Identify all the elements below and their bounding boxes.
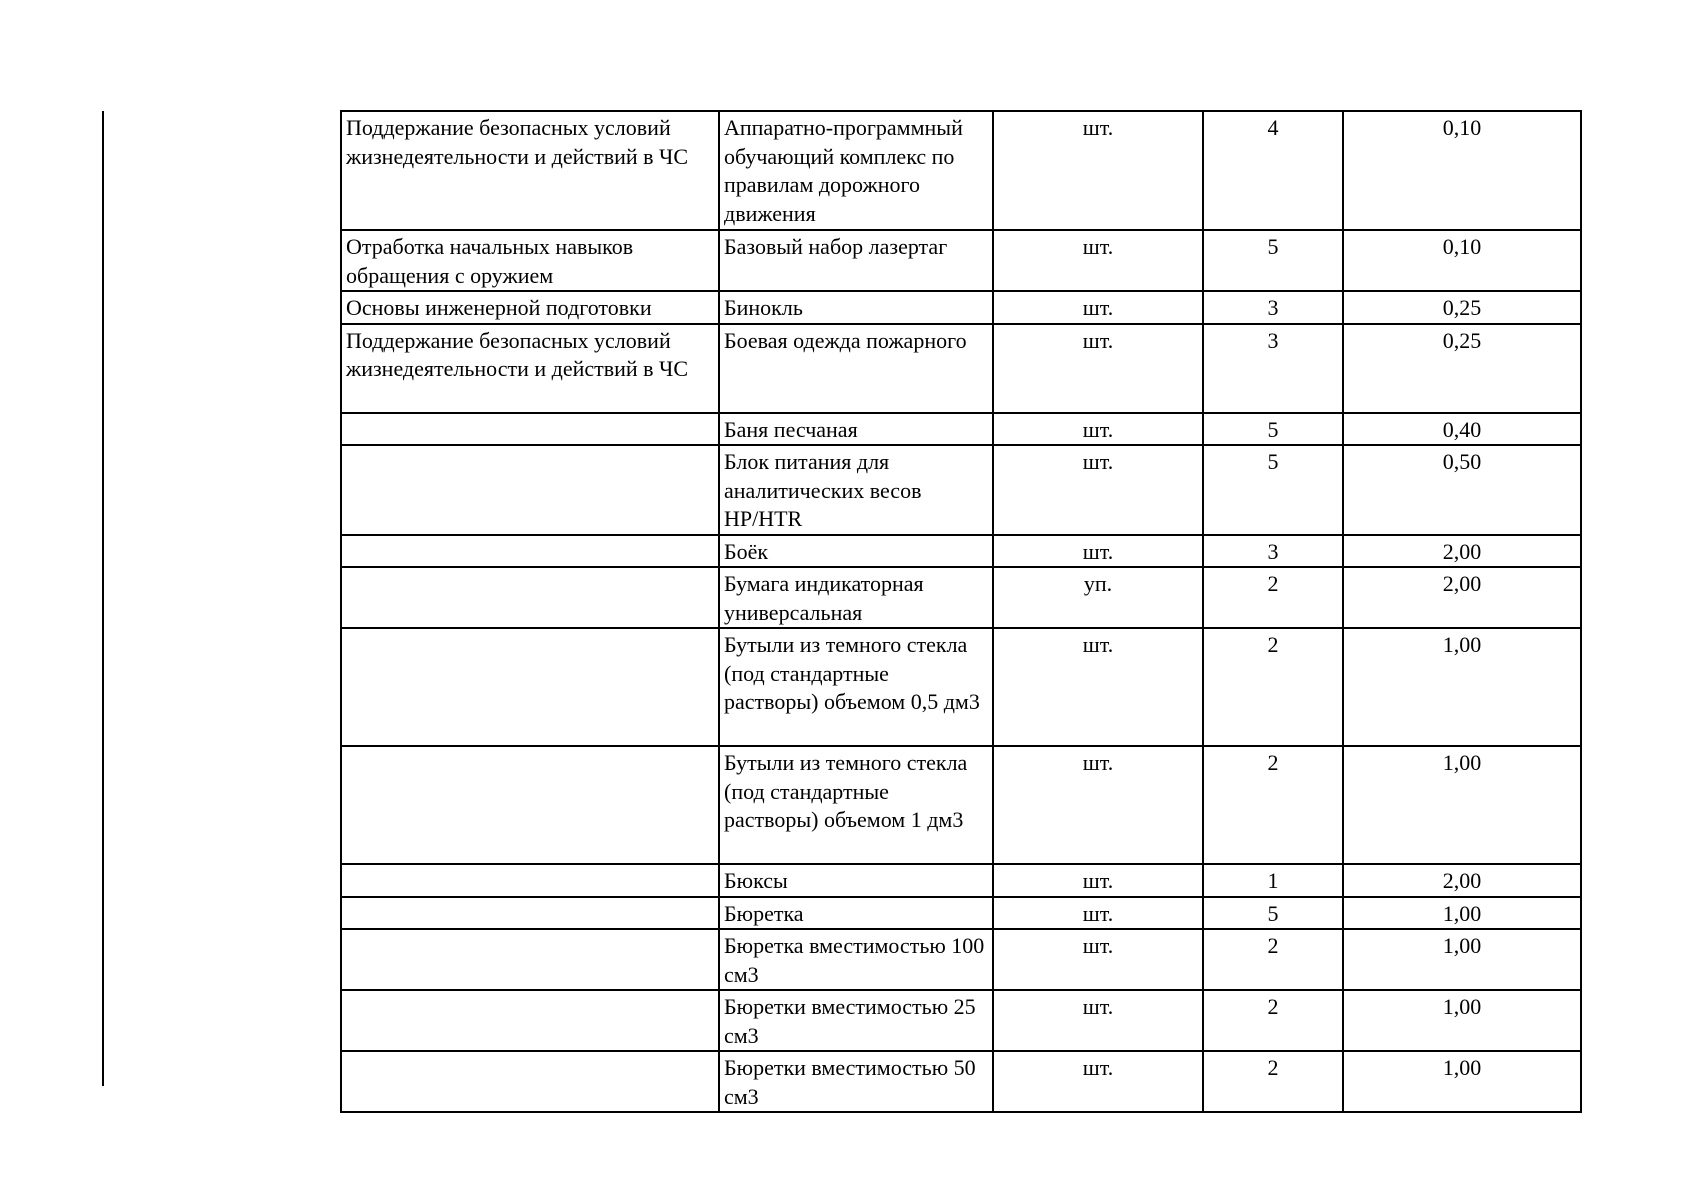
norm-cell: 0,10 — [1343, 230, 1581, 291]
table-row — [341, 413, 1581, 446]
item-name-cell: Боевая одежда пожарного — [719, 324, 993, 413]
item-name-cell: Бюретки вместимостью 25 см3 — [719, 990, 993, 1051]
item-name-cell: Бюретки вместимостью 50 см3 — [719, 1051, 993, 1112]
norm-cell: 2,00 — [1343, 535, 1581, 568]
item-name-cell: Бюретка вместимостью 100 см3 — [719, 929, 993, 990]
unit-cell: шт. — [993, 445, 1203, 535]
norm-cell: 2,00 — [1343, 567, 1581, 628]
quantity-cell: 1 — [1203, 864, 1343, 897]
subject-cell — [341, 628, 719, 746]
unit-cell: шт. — [993, 413, 1203, 446]
table-row — [341, 990, 1581, 1051]
page-margin-rule — [102, 111, 104, 1086]
quantity-cell: 5 — [1203, 445, 1343, 535]
quantity-cell: 2 — [1203, 628, 1343, 746]
subject-cell — [341, 990, 719, 1051]
quantity-cell: 5 — [1203, 897, 1343, 930]
table-row — [341, 929, 1581, 990]
quantity-cell: 5 — [1203, 230, 1343, 291]
norm-cell: 0,50 — [1343, 445, 1581, 535]
quantity-cell: 2 — [1203, 1051, 1343, 1112]
unit-cell: шт. — [993, 324, 1203, 413]
item-name-cell: Боёк — [719, 535, 993, 568]
item-name-cell: Бинокль — [719, 291, 993, 324]
norm-cell: 0,10 — [1343, 111, 1581, 230]
subject-cell — [341, 535, 719, 568]
subject-cell — [341, 1051, 719, 1112]
item-name-cell: Баня песчаная — [719, 413, 993, 446]
table-row — [341, 535, 1581, 568]
quantity-cell: 3 — [1203, 535, 1343, 568]
table-row — [341, 111, 1581, 230]
item-name-cell: Бумага индикаторная универсальная — [719, 567, 993, 628]
quantity-cell: 5 — [1203, 413, 1343, 446]
norm-cell: 1,00 — [1343, 897, 1581, 930]
subject-cell: Отработка начальных навыков обращения с оружием — [341, 230, 719, 291]
unit-cell: шт. — [993, 230, 1203, 291]
quantity-cell: 2 — [1203, 929, 1343, 990]
unit-cell: шт. — [993, 929, 1203, 990]
quantity-cell: 3 — [1203, 324, 1343, 413]
subject-cell: Поддержание безопасных условий жизнедеятельности и действий в ЧС — [341, 324, 719, 413]
item-name-cell: Бюксы — [719, 864, 993, 897]
quantity-cell: 2 — [1203, 746, 1343, 864]
norm-cell: 1,00 — [1343, 1051, 1581, 1112]
table-row — [341, 1051, 1581, 1112]
subject-cell: Поддержание безопасных условий жизнедеятельности и действий в ЧС — [341, 111, 719, 230]
item-name-cell: Бутыли из темного стекла (под стандартные растворы) объемом 0,5 дм3 — [719, 628, 993, 746]
unit-cell: шт. — [993, 990, 1203, 1051]
quantity-cell: 2 — [1203, 567, 1343, 628]
table-row — [341, 291, 1581, 324]
table-row — [341, 897, 1581, 930]
norm-cell: 0,40 — [1343, 413, 1581, 446]
subject-cell — [341, 864, 719, 897]
item-name-cell: Бюретка — [719, 897, 993, 930]
norm-cell: 0,25 — [1343, 291, 1581, 324]
norm-cell: 1,00 — [1343, 929, 1581, 990]
subject-cell — [341, 929, 719, 990]
subject-cell: Основы инженерной подготовки — [341, 291, 719, 324]
norm-cell: 0,25 — [1343, 324, 1581, 413]
table-row — [341, 230, 1581, 291]
item-name-cell: Блок питания для аналитических весов HP/HTR — [719, 445, 993, 535]
subject-cell — [341, 445, 719, 535]
table-row — [341, 746, 1581, 864]
norm-cell: 1,00 — [1343, 990, 1581, 1051]
norm-cell: 1,00 — [1343, 628, 1581, 746]
unit-cell: уп. — [993, 567, 1203, 628]
table-row — [341, 567, 1581, 628]
unit-cell: шт. — [993, 864, 1203, 897]
subject-cell — [341, 413, 719, 446]
unit-cell: шт. — [993, 628, 1203, 746]
equipment-table — [340, 110, 1582, 1113]
norm-cell: 1,00 — [1343, 746, 1581, 864]
unit-cell: шт. — [993, 111, 1203, 230]
table-row — [341, 864, 1581, 897]
unit-cell: шт. — [993, 291, 1203, 324]
quantity-cell: 4 — [1203, 111, 1343, 230]
table-row — [341, 445, 1581, 535]
quantity-cell: 2 — [1203, 990, 1343, 1051]
item-name-cell: Аппаратно-программный обучающий комплекс по правилам дорожного движения — [719, 111, 993, 230]
unit-cell: шт. — [993, 897, 1203, 930]
item-name-cell: Бутыли из темного стекла (под стандартные растворы) объемом 1 дм3 — [719, 746, 993, 864]
unit-cell: шт. — [993, 746, 1203, 864]
table-row — [341, 324, 1581, 413]
unit-cell: шт. — [993, 535, 1203, 568]
unit-cell: шт. — [993, 1051, 1203, 1112]
quantity-cell: 3 — [1203, 291, 1343, 324]
subject-cell — [341, 567, 719, 628]
table-row — [341, 628, 1581, 746]
item-name-cell: Базовый набор лазертаг — [719, 230, 993, 291]
norm-cell: 2,00 — [1343, 864, 1581, 897]
subject-cell — [341, 897, 719, 930]
subject-cell — [341, 746, 719, 864]
